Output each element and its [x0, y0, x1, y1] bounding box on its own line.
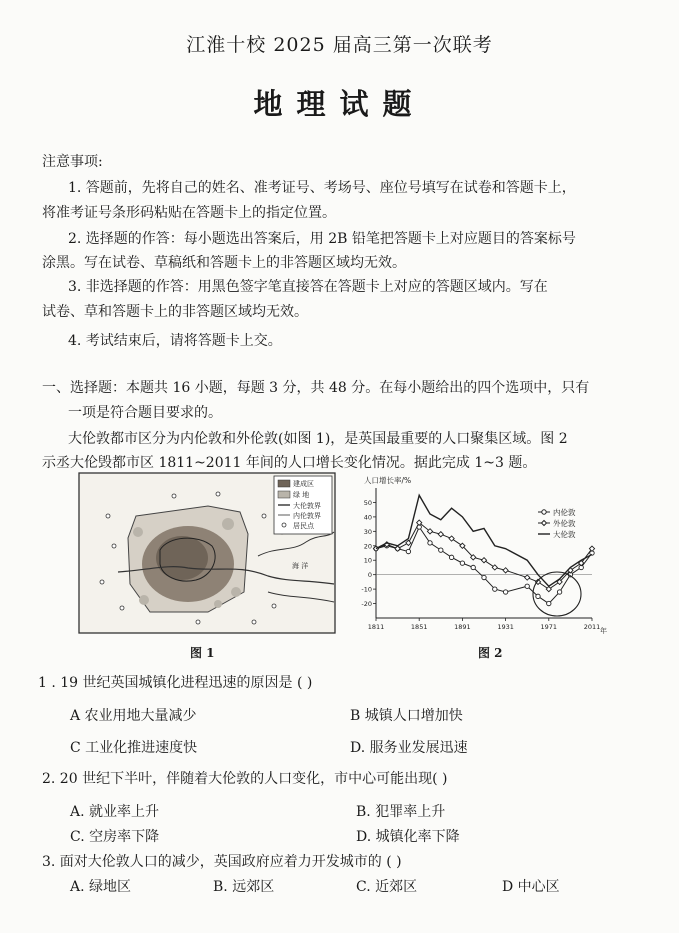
notice-item-3-line-1: 3. 非选择题的作答：用黑色签字笔直接答在答题卡上对应的答题区域内。写在	[68, 279, 548, 295]
sea-label: 海 洋	[292, 562, 309, 570]
notice-item-2-line-2: 涂黑。写在试卷、草稿纸和答题卡上的非答题区域均无效。	[42, 255, 406, 271]
notice-item-4: 4. 考试结束后，请将答题卡上交。	[68, 333, 282, 349]
figure-1-caption: 图 1	[190, 646, 215, 660]
figure-2-chart	[352, 472, 610, 634]
series-point-1	[503, 590, 507, 594]
chart-ylabel: 人口增长率/%	[364, 476, 412, 485]
legend-label-greater-london: 大伦敦界	[293, 502, 321, 510]
notice-item-1-line-2: 将准考证号条形码粘贴在答题卡上的指定位置。	[42, 205, 336, 221]
legend-outer-london: 外伦敦	[553, 519, 576, 528]
chart-x-unit: 年	[600, 627, 607, 634]
y-tick-label: 40	[363, 513, 372, 522]
legend-swatch-green	[278, 491, 290, 498]
series-point-1	[482, 575, 486, 579]
y-tick-label: 30	[363, 527, 372, 536]
question-1-stem: 1 . 19 世纪英国城镇化进程迅速的原因是 ( )	[38, 675, 313, 691]
question-stem-line-2: 示丞大伦毁都市区 1811~2011 年间的人口增长变化情况。据此完成 1~3 题。	[42, 455, 537, 471]
question-1-option-d: D. 服务业发展迅速	[350, 740, 468, 756]
series-point-2	[503, 568, 508, 573]
question-2-option-a: A. 就业率上升	[70, 804, 160, 820]
series-point-1	[449, 555, 453, 559]
legend-swatch-settlement	[282, 523, 286, 527]
series-point-1	[428, 541, 432, 545]
series-point-2	[438, 532, 443, 537]
figure-1-map	[78, 472, 336, 634]
series-point-2	[449, 536, 454, 541]
question-1-option-b: B 城镇人口增加快	[350, 708, 463, 724]
legend-label-green: 绿 地	[293, 491, 310, 499]
series-point-1	[547, 601, 551, 605]
x-tick-label: 2011	[583, 623, 601, 631]
legend-label-inner-london: 内伦敦界	[293, 512, 321, 520]
series-point-1	[493, 587, 497, 591]
x-tick-label: 1931	[497, 623, 514, 631]
question-2-stem: 2. 20 世纪下半叶，伴随着大伦敦的人口变化，市中心可能出现( )	[42, 771, 448, 787]
question-3-option-c: C. 近郊区	[356, 879, 418, 895]
y-tick-label: -10	[361, 585, 372, 594]
series-point-2	[492, 565, 497, 570]
series-point-2	[406, 540, 411, 545]
legend-inner-london: 内伦敦	[553, 508, 576, 517]
y-tick-label: 50	[363, 498, 372, 507]
series-point-1	[536, 594, 540, 598]
y-tick-label: 20	[363, 542, 372, 551]
question-1-option-c: C 工业化推进速度快	[70, 740, 198, 756]
y-tick-label: 0	[367, 571, 372, 580]
y-tick-label: 10	[363, 556, 372, 565]
series-point-1	[525, 584, 529, 588]
section-heading-line-1: 一、选择题：本题共 16 小题，每题 3 分，共 48 分。在每小题给出的四个选项中，只有	[42, 380, 590, 396]
figure-2-caption: 图 2	[478, 646, 503, 660]
x-tick-label: 1891	[454, 623, 471, 631]
series-point-2	[481, 558, 486, 563]
question-1-option-a: A 农业用地大量减少	[70, 708, 197, 724]
series-point-1	[460, 561, 464, 565]
legend-label-settlement: 居民点	[293, 522, 314, 530]
question-2-option-b: B. 犯罪率上升	[356, 804, 446, 820]
legend-greater-london: 大伦敦	[553, 530, 576, 539]
notice-heading: 注意事项:	[42, 154, 103, 170]
question-stem-line-1: 大伦敦都市区分为内伦敦和外伦敦(如图 1)，是英国最重要的人口聚集区域。图 2	[68, 431, 568, 447]
question-2-option-c: C. 空房率下降	[70, 829, 160, 845]
series-point-1	[439, 548, 443, 552]
chart-legend	[538, 507, 576, 539]
question-3-option-b: B. 远郊区	[213, 879, 275, 895]
x-tick-label: 1851	[410, 623, 428, 631]
highlight-circle	[533, 572, 581, 616]
series-point-2	[525, 575, 530, 580]
question-3-option-d: D 中心区	[502, 879, 560, 895]
question-2-option-d: D. 城镇化率下降	[356, 829, 460, 845]
question-3-option-a: A. 绿地区	[70, 879, 132, 895]
series-point-1	[557, 590, 561, 594]
y-tick-label: -20	[361, 600, 372, 609]
built-up-core	[156, 536, 208, 580]
notice-item-3-line-2: 试卷、草和答题卡上的非答题区域均无效。	[42, 304, 308, 320]
exam-title: 江淮十校 2025 届高三第一次联考	[186, 34, 493, 56]
series-point-1	[406, 549, 410, 553]
x-tick-label: 1811	[367, 623, 385, 631]
legend-label-built-up: 建成区	[293, 480, 314, 488]
section-heading-line-2: 一项是符合题目要求的。	[68, 405, 222, 421]
x-tick-label: 1971	[540, 623, 558, 631]
subject-title: 地理试题	[253, 87, 426, 121]
notice-item-1-line-1: 1. 答题前，先将自己的姓名、准考证号、考场号、座位号填写在试卷和答题卡上，	[68, 180, 576, 196]
series-point-2	[546, 587, 551, 592]
series-point-1	[471, 565, 475, 569]
legend-swatch-built-up	[278, 480, 290, 487]
notice-item-2-line-1: 2. 选择题的作答：每小题选出答案后，用 2B 铅笔把答题卡上对应题目的答案标号	[68, 231, 576, 247]
question-3-stem: 3. 面对大伦敦人口的减少，英国政府应着力开发城市的 ( )	[42, 854, 402, 870]
